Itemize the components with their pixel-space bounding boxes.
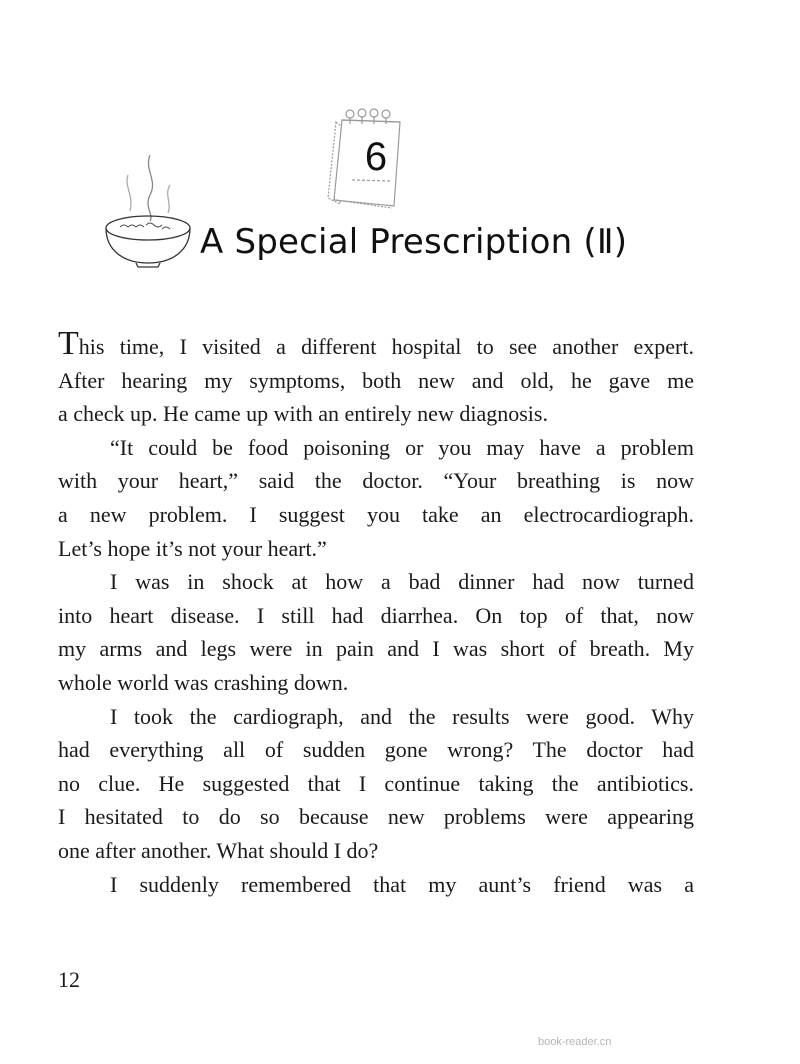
text-line: After hearing my symptoms, both new and old, he gave me — [58, 367, 694, 393]
text-line: “It could be food poisoning or you may have a problem — [110, 434, 694, 460]
text-line: I took the cardiograph, and the results were good. Why — [110, 703, 694, 729]
text-line: with your heart,” said the doctor. “Your breathing is now — [58, 468, 694, 494]
text-line: whole world was crashing down. — [58, 669, 349, 695]
text-line: a check up. He came up with an entirely new diagnosis. — [58, 401, 548, 427]
text-line: a new problem. I suggest you take an electrocardiograph. — [58, 501, 694, 527]
page-number: 12 — [58, 967, 80, 992]
text-line: I suddenly remembered that my aunt’s friend was a — [110, 871, 694, 897]
watermark: book-reader.cn — [538, 1036, 612, 1048]
text-line: into heart disease. I still had diarrhea. On top of that, now — [58, 602, 694, 628]
text-line: I hesitated to do so because new problems were appearing — [58, 804, 694, 830]
chapter-number: 6 — [364, 135, 388, 179]
drop-cap: T — [58, 325, 79, 362]
text-line: This time, I visited a different hospital to see another expert. — [58, 325, 694, 362]
text-line: I was in shock at how a bad dinner had now turned — [110, 569, 694, 595]
soup-bowl-icon — [98, 145, 198, 270]
text-line: my arms and legs were in pain and I was short of breath. My — [58, 636, 694, 662]
text-line: one after another. What should I do? — [58, 837, 379, 863]
body-text — [58, 325, 694, 901]
text-line: Let’s hope it’s not your heart.” — [58, 535, 327, 561]
text-line: no clue. He suggested that I continue taking the antibiotics. — [58, 770, 694, 796]
chapter-title: A Special Prescription (Ⅱ) — [200, 222, 628, 262]
text-line: had everything all of sudden gone wrong? The doctor had — [58, 737, 694, 763]
